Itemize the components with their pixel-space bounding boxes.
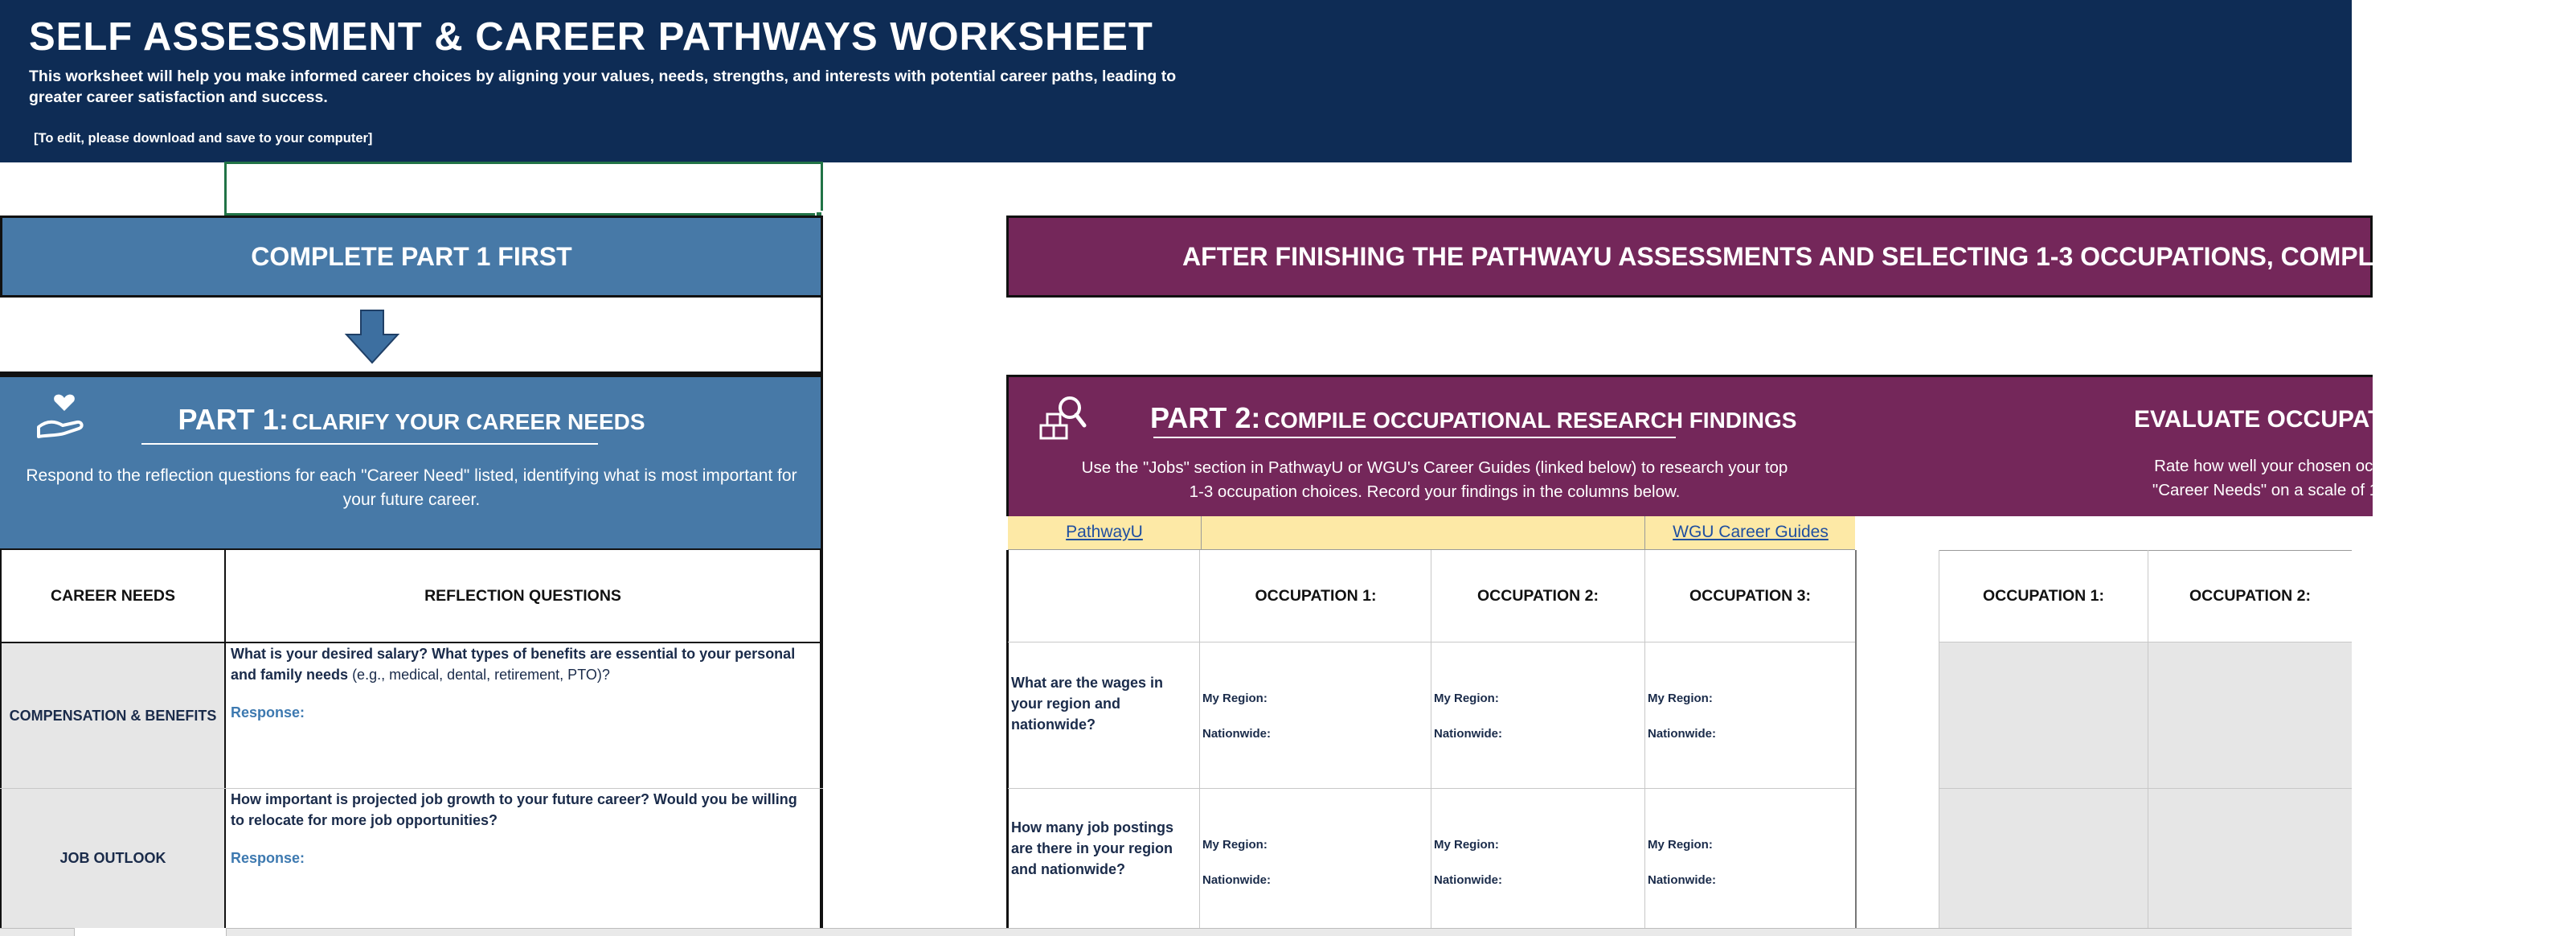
- down-arrow-icon: [344, 309, 400, 365]
- occupation-3-header: OCCUPATION 3:: [1689, 586, 1811, 605]
- nationwide-label: Nationwide:: [1202, 873, 1271, 887]
- part2-underline: [1153, 437, 1676, 438]
- part1-header: [0, 375, 823, 550]
- sheet-tab-bar: [0, 928, 2352, 936]
- evaluate-description: [2013, 454, 2576, 503]
- evaluate-description-line2: "Career Needs" on a scale of 1 to 5 in t: [2152, 481, 2438, 499]
- grid-line: [820, 550, 823, 928]
- rating-scale: 1= strong mismatch; 2= mismatch; 3= neutral; 4: [2048, 521, 2358, 536]
- occupation-2-header: OCCUPATION 2:: [1477, 586, 1599, 605]
- question-example: (e.g., medical, dental, retirement, PTO)?: [348, 667, 610, 683]
- grid-line: [1006, 550, 1009, 928]
- career-needs-header: CAREER NEEDS: [51, 586, 175, 605]
- my-region-label: My Region:: [1202, 838, 1268, 852]
- my-region-label: My Region:: [1648, 838, 1713, 852]
- my-region-label: My Region:: [1434, 838, 1499, 852]
- worksheet-subtitle: This worksheet will help you make informed career choices by aligning your values, needs, strengths, and interests with potential career paths, leading to greater career satisfaction and success.: [29, 68, 1177, 106]
- reflection-questions-header: REFLECTION QUESTIONS: [424, 586, 621, 605]
- active-sheet-tab[interactable]: [74, 928, 227, 936]
- link-bar-spacer: [1201, 516, 1644, 550]
- part2-title-text: COMPILE OCCUPATIONAL RESEARCH FINDINGS: [1263, 408, 1797, 433]
- eval-occupation-1-header: OCCUPATION 1:: [1983, 586, 2104, 605]
- nationwide-label: Nationwide:: [1648, 873, 1716, 887]
- rating-cell[interactable]: [1939, 642, 2148, 788]
- reflection-cell[interactable]: [226, 643, 820, 788]
- response-label: Response:: [231, 850, 305, 866]
- nationwide-label: Nationwide:: [1434, 727, 1502, 741]
- part2-header: [1006, 375, 2438, 516]
- complete-part2-banner: AFTER FINISHING THE PATHWAYU ASSESSMENTS AND SELECTING 1-3 OCCUPATIONS, COMPLETE: [1006, 216, 2373, 298]
- reflection-question: [231, 643, 809, 685]
- part2-title: [1150, 401, 1797, 435]
- part2-description: Use the "Jobs" section in PathwayU or WGU's Career Guides (linked below) to research your top 1-3 occupation choices. Record your findings in the columns below.: [1081, 458, 1788, 501]
- edit-note: [To edit, please download and save to your computer]: [34, 131, 373, 146]
- pathwayu-link-cell: [1008, 516, 1201, 550]
- question-text: What is your desired salary? What types of benefits are essential to your personal and family needs: [231, 646, 796, 683]
- worksheet-title: SELF ASSESSMENT & CAREER PATHWAYS WORKSHEET: [29, 15, 1153, 59]
- part2-lead: PART 2:: [1150, 401, 1261, 434]
- career-guides-link-cell: [1644, 516, 1855, 550]
- grid-line: [1855, 550, 1857, 928]
- rating-cell[interactable]: [1939, 789, 2148, 928]
- part1-description: Respond to the reflection questions for each "Career Need" listed, identifying what is most important for your future career.: [26, 466, 797, 509]
- response-label: Response:: [231, 704, 305, 720]
- occupation-1-header: OCCUPATION 1:: [1255, 586, 1377, 605]
- my-region-label: My Region:: [1434, 692, 1499, 705]
- arrow-area: [0, 298, 823, 375]
- my-region-label: My Region:: [1648, 692, 1713, 705]
- my-region-label: My Region:: [1202, 692, 1268, 705]
- part1-underline: [141, 443, 598, 445]
- wgu-career-guides-link[interactable]: WGU Career Guides: [1673, 523, 1829, 541]
- nationwide-label: Nationwide:: [1648, 727, 1716, 741]
- research-question-postings: How many job postings are there in your region and nationwide?: [1011, 819, 1174, 877]
- eval-occupation-2-header: OCCUPATION 2:: [2189, 586, 2311, 605]
- reflection-cell[interactable]: [226, 789, 820, 928]
- reflection-question: How important is projected job growth to your future career? Would you be willing to relocate for more job opportunities?: [231, 791, 797, 828]
- research-question-wages: What are the wages in your region and nationwide?: [1011, 675, 1164, 733]
- part1-lead: PART 1:: [178, 403, 289, 436]
- nationwide-label: Nationwide:: [1202, 727, 1271, 741]
- part1-title-text: CLARIFY YOUR CAREER NEEDS: [292, 409, 645, 434]
- career-need-job-outlook: JOB OUTLOOK: [2, 789, 224, 928]
- complete-part1-banner: COMPLETE PART 1 FIRST: [0, 216, 823, 298]
- grid-line: [1199, 550, 1200, 928]
- pathwayu-link[interactable]: PathwayU: [1066, 523, 1143, 541]
- evaluate-description-line1: Rate how well your chosen occupation: [2154, 457, 2435, 475]
- grid-line: [1008, 788, 1855, 789]
- career-need-compensation: COMPENSATION & BENEFITS: [2, 643, 224, 788]
- research-boxes-icon: [1038, 393, 1087, 443]
- selected-cell[interactable]: [224, 162, 823, 216]
- nationwide-label: Nationwide:: [1434, 873, 1502, 887]
- rating-cell[interactable]: [2148, 789, 2352, 928]
- rating-cell[interactable]: [2148, 642, 2352, 788]
- evaluate-title: EVALUATE OCCUPATIO: [2134, 406, 2409, 433]
- part1-title: [0, 403, 823, 437]
